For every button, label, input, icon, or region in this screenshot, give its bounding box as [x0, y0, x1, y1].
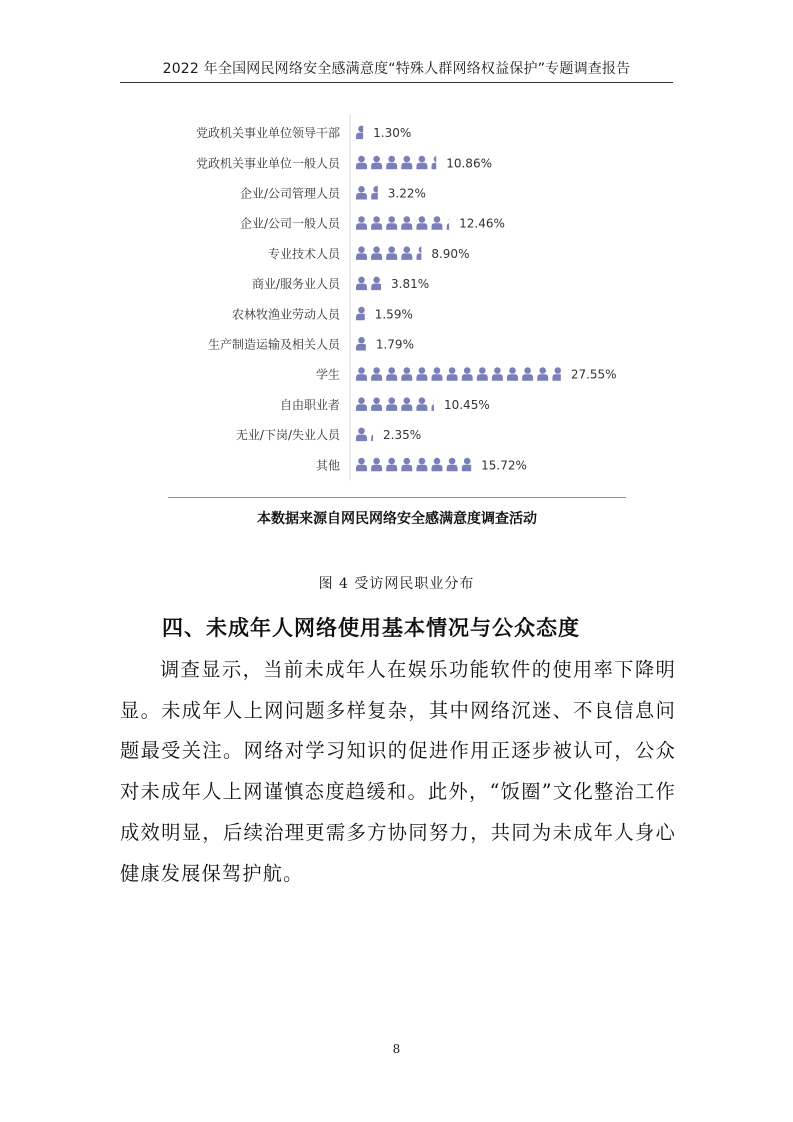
person-icon — [356, 397, 367, 410]
person-icon — [356, 337, 367, 351]
person-icon — [371, 367, 382, 381]
person-icon — [401, 156, 412, 170]
value-label: 12.46% — [459, 216, 505, 231]
person-icon — [477, 367, 488, 381]
person-icon — [371, 246, 382, 260]
source-divider — [168, 497, 626, 498]
pictograph-bar — [356, 337, 367, 351]
person-icon — [356, 277, 367, 291]
section-paragraph: 调查显示，当前未成年人在娱乐功能软件的使用率下降明显。未成年人上网问题多样复杂，其中网络沉迷、不良信息问题最受关注。网络对学习知识的促进作用正逐步被认可，公众对未成年人上网谨慎态度趋缓和。此外，“饭圈”文化整治工作成效明显，后续治理更需多方协同努力，共同为未成年人身心健康发展保驾护航。 — [120, 658, 676, 885]
person-icon — [371, 156, 382, 170]
person-icon — [356, 458, 367, 471]
person-icon — [356, 156, 367, 170]
category-label: 企业/公司管理人员 — [239, 186, 340, 201]
person-icon — [432, 216, 443, 230]
category-label: 专业技术人员 — [267, 246, 340, 261]
value-label: 27.55% — [570, 367, 617, 382]
person-icon — [356, 428, 367, 442]
figure-caption: 图 4 受访网民职业分布 — [318, 576, 475, 592]
category-label: 学生 — [315, 367, 340, 382]
person-icon — [371, 458, 382, 471]
value-label: 3.22% — [387, 186, 426, 201]
value-label: 1.79% — [375, 337, 414, 352]
page-number: 8 — [392, 1042, 401, 1056]
person-icon — [447, 458, 458, 471]
person-icon — [401, 216, 412, 230]
section-heading: 四、未成年人网络使用基本情况与公众态度 — [162, 616, 580, 640]
person-icon — [522, 367, 533, 381]
person-icon — [416, 246, 427, 260]
pictograph-bar — [356, 186, 382, 200]
person-icon — [386, 246, 397, 260]
person-icon — [356, 186, 367, 200]
person-icon — [386, 367, 397, 381]
person-icon — [371, 397, 382, 410]
person-icon — [432, 156, 443, 170]
category-label: 自由职业者 — [279, 397, 340, 412]
category-label: 党政机关事业单位领导干部 — [195, 126, 340, 141]
category-label: 企业/公司一般人员 — [239, 216, 340, 231]
value-label: 8.90% — [431, 246, 470, 261]
person-icon — [386, 216, 397, 230]
person-icon — [401, 397, 412, 410]
person-icon — [447, 367, 458, 381]
person-icon — [386, 397, 397, 410]
person-icon — [416, 156, 427, 170]
person-icon — [356, 216, 367, 230]
pictograph-bar — [356, 277, 382, 291]
value-label: 15.72% — [481, 458, 527, 473]
value-label: 1.30% — [373, 126, 412, 141]
person-icon — [416, 367, 427, 381]
pictograph-bar — [356, 428, 382, 442]
header-divider — [120, 82, 673, 83]
pictograph-bar — [356, 126, 367, 140]
data-source-note: 本数据来源自网民网络安全感满意度调查活动 — [257, 511, 537, 527]
pictograph-bar — [356, 307, 367, 321]
pictograph-bar — [356, 458, 473, 471]
pictograph-bar — [356, 367, 563, 381]
person-icon — [432, 397, 443, 410]
person-icon — [356, 307, 367, 321]
person-icon — [432, 367, 443, 381]
pictograph-bar — [356, 246, 427, 260]
category-label: 生产制造运输及相关人员 — [207, 337, 340, 352]
person-icon — [462, 458, 473, 471]
person-icon — [416, 458, 427, 471]
person-icon — [401, 246, 412, 260]
value-label: 10.86% — [446, 156, 492, 171]
person-icon — [416, 397, 427, 410]
person-icon — [386, 458, 397, 471]
person-icon — [356, 126, 367, 140]
person-icon — [386, 156, 397, 170]
pictograph-bar — [356, 397, 443, 410]
person-icon — [492, 367, 503, 381]
person-icon — [371, 277, 382, 291]
person-icon — [552, 367, 563, 381]
person-icon — [507, 367, 518, 381]
category-label: 农林牧渔业劳动人员 — [231, 307, 340, 322]
person-icon — [401, 458, 412, 471]
person-icon — [371, 428, 382, 442]
value-label: 3.81% — [391, 277, 430, 292]
person-icon — [537, 367, 548, 381]
category-label: 党政机关事业单位一般人员 — [195, 156, 340, 171]
category-label: 无业/下岗/失业人员 — [235, 428, 340, 443]
page-header: 2022 年全国网民网络安全感满意度“特殊人群网络权益保护”专题调查报告 — [162, 61, 631, 77]
person-icon — [356, 246, 367, 260]
value-label: 10.45% — [443, 397, 490, 412]
person-icon — [416, 216, 427, 230]
person-icon — [371, 186, 382, 200]
person-icon — [356, 367, 367, 381]
value-label: 2.35% — [383, 428, 422, 443]
category-label: 商业/服务业人员 — [251, 277, 340, 292]
person-icon — [371, 216, 382, 230]
person-icon — [432, 458, 443, 471]
pictograph-bar — [356, 156, 443, 170]
person-icon — [401, 367, 412, 381]
person-icon — [447, 216, 458, 230]
value-label: 1.59% — [374, 307, 413, 322]
category-label: 其他 — [315, 458, 340, 473]
person-icon — [462, 367, 473, 381]
pictograph-bar — [356, 216, 458, 230]
occupation-pictograph-chart — [0, 110, 793, 490]
